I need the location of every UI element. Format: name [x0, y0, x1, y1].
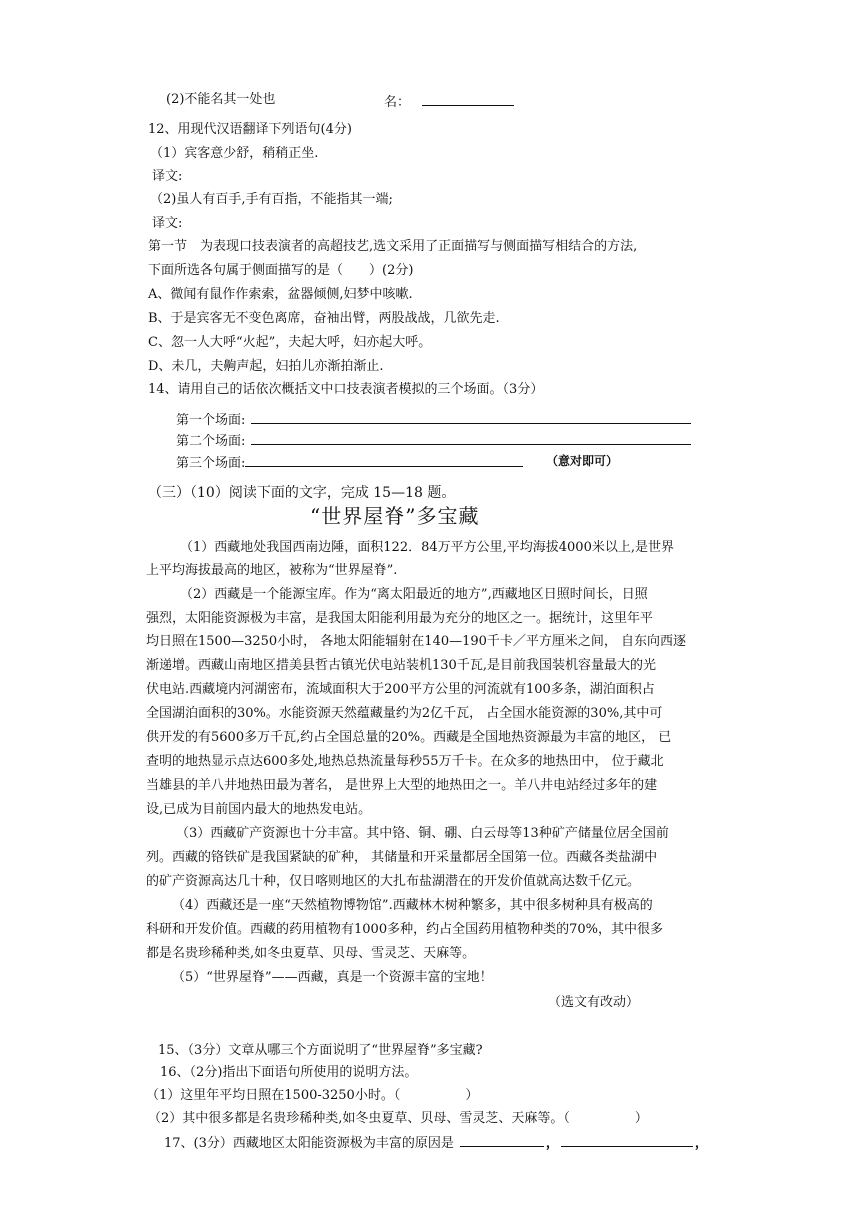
para2-line2: 强烈，太阳能资源极为丰富，是我国太阳能利用最为充分的地区之一。据统计，这里年平: [146, 611, 654, 626]
para1-line2: 上平均海拔最高的地区，被称为“世界屋脊”.: [146, 563, 398, 578]
para2-line7: 供开发的有5600多万千瓦,约占全国总量的20%。西藏是全国地热资源最为丰富的地区， 已: [146, 730, 672, 745]
q13-option-b: B、于是宾客无不变色离席，奋袖出臂，两股战战，几欲先走.: [148, 311, 500, 326]
q16-sentence-1: （1）这里年平均日照在1500-3250小时。（ ）: [146, 1088, 479, 1103]
q13-stem-line1: 第一节 为表现口技表演者的高超技艺,选文采用了正面描写与侧面描写相结合的方法,: [148, 239, 638, 254]
q12-stem: 12、用现代汉语翻译下列语句(4分): [148, 122, 352, 137]
q12-answer-2: 译文:: [152, 216, 183, 231]
q16-stem: 16、（2分)指出下面语句所使用的说明方法。: [160, 1065, 418, 1080]
scene-2-label: 第二个场面:: [176, 434, 246, 449]
q17-blank-2[interactable]: [561, 1134, 693, 1147]
q16-sentence-2: （2）其中很多都是名贵珍稀种类,如冬虫夏草、贝母、雪灵芝、天麻等。（ ）: [148, 1111, 648, 1126]
para2-line6: 全国湖泊面积的30%。水能资源天然蕴藏量约为2亿千瓦， 占全国水能资源的30%,其中可: [146, 706, 663, 721]
section3-header: （三）（10）阅读下面的文字，完成 15—18 题。: [148, 485, 456, 501]
para1-line1: （1）西藏地处我国西南边陲，面积122．84万平方公里,平均海拔4000米以上,是世界: [180, 540, 674, 555]
q17-blank-1[interactable]: [460, 1134, 544, 1147]
scene-3-label: 第三个场面:: [176, 456, 246, 471]
q13-option-a: A、微闻有鼠作作索索，盆器倾侧,妇梦中咳嗽.: [148, 287, 413, 302]
passage-source: （选文有改动）: [548, 995, 640, 1010]
para2-line8: 查明的地热显示点达600多处,地热总热流量每秒55万千卡。在众多的地热田中， 位于藏北: [146, 754, 664, 769]
para2-line10: 设,已成为目前国内最大的地热发电站。: [146, 802, 372, 817]
q11-item2: [166, 93, 275, 106]
answer-blank[interactable]: [422, 93, 514, 106]
q17-comma-2: ，: [694, 1136, 708, 1151]
scene-1-label: 第一个场面:: [176, 413, 246, 428]
q11-item2-text: (2)不能名其一处也: [166, 92, 276, 107]
para2-line9: 当雄县的羊八井地热田最为著名， 是世界上大型的地热田之一。羊八井电站经过多年的建: [146, 778, 658, 793]
para2-line3: 均日照在1500—3250小时， 各地太阳能辐射在140—190千卡／平方厘米之间， 自东向西逐: [146, 634, 687, 649]
para2-line1: （2）西藏是一个能源宝库。作为“离太阳最近的地方”,西藏地区日照时间长，日照: [180, 587, 648, 602]
q12-answer-1: 译文:: [152, 169, 183, 184]
q17-line: [164, 1134, 708, 1150]
q15-stem: 15、（3分）文章从哪三个方面说明了“世界屋脊”多宝藏?: [158, 1043, 483, 1058]
q17-comma-1: ，: [545, 1136, 559, 1151]
q11-item2-label: 名：: [384, 95, 411, 110]
para2-line5: 伏电站.西藏境内河湖密布，流域面积大于200平方公里的河流就有100多条，湖泊面积占: [146, 682, 655, 697]
q17-stem: 17、(3分）西藏地区太阳能资源极为丰富的原因是: [164, 1136, 454, 1151]
scene-3-blank[interactable]: [245, 454, 523, 467]
scene-1-blank[interactable]: [251, 411, 691, 424]
q14-stem: 14、请用自己的话依次概括文中口技表演者模拟的三个场面。（3分）: [148, 382, 544, 397]
para4-line2: 科研和开发价值。西藏的药用植物有1000多种，约占全国药用植物种类的70%，其中很多: [146, 922, 663, 937]
q12-sentence-1: （1）宾客意少舒，稍稍正坐.: [150, 146, 319, 161]
q14-scene-2: [176, 432, 693, 448]
passage-title: “世界屋脊”多宝藏: [310, 504, 480, 528]
para3-line3: 的矿产资源高达几十种，仅日喀则地区的大扎布盐湖潜在的开发价值就高达数千亿元。: [146, 874, 641, 889]
q13-option-d: D、未几，夫齁声起，妇拍儿亦渐拍渐止.: [148, 359, 384, 374]
q13-stem-line2: 下面所选各句属于侧面描写的是（ ）(2分): [148, 263, 414, 278]
scene-2-blank[interactable]: [251, 432, 691, 445]
q14-note: （意对即可）: [546, 454, 619, 468]
q12-sentence-2: （2)虽人有百手,手有百指，不能指其一端;: [150, 192, 393, 207]
para3-line1: （3）西藏矿产资源也十分丰富。其中铬、铜、硼、白云母等13种矿产储量位居全国前: [176, 826, 669, 841]
q14-scene-1: [176, 411, 693, 427]
q14-scene-3: [176, 454, 525, 470]
para5: （5）“世界屋脊”——西藏，真是一个资源丰富的宝地！: [172, 970, 493, 985]
para4-line1: （4）西藏还是一座“天然植物博物馆”.西藏林木树种繁多，其中很多树种具有极高的: [172, 898, 653, 913]
para3-line2: 列。西藏的铬铁矿是我国紧缺的矿种， 其储量和开采量都居全国第一位。西藏各类盐湖中: [146, 850, 658, 865]
q13-option-c: C、忽一人大呼“火起”，夫起大呼，妇亦起大呼。: [148, 335, 432, 350]
q11-item2-answer: [384, 93, 516, 109]
para2-line4: 渐递增。西藏山南地区措美县哲古镇光伏电站装机130千瓦,是目前我国装机容量最大的光: [146, 658, 656, 673]
para4-line3: 都是名贵珍稀种类,如冬虫夏草、贝母、雪灵芝、天麻等。: [146, 946, 476, 961]
